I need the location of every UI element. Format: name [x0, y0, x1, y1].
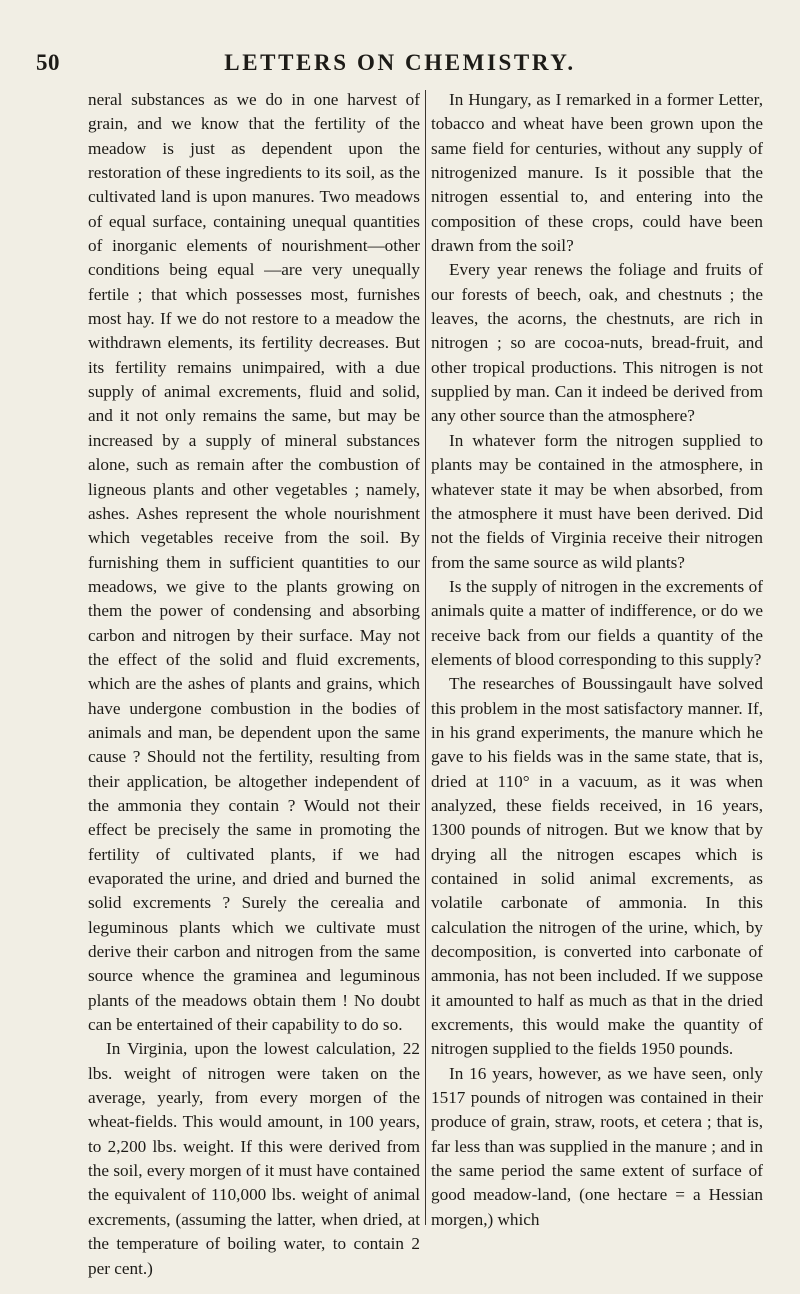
- paragraph: In whatever form the nitrogen supplied to plants may be contained in the atmosphere, in whatever state it may be when absorbed, from the atmosphere it must have been derived. Did not the fields of Virginia receive their nitrogen from the same source as wild plants?: [431, 430, 763, 572]
- page-number: 50: [36, 50, 60, 75]
- paragraph: In Virginia, upon the lowest calculation, 22 lbs. weight of nitrogen were taken on the average, yearly, from every morgen of the wheat-fields. This would amount, in 100 years, to 2,200 lbs. weight. If this were derived from the soil, every morgen of it must have contained the equivalent of 110,000 lbs. weight of animal excrements, (assuming the latter, when dried, at the temperature of boiling water, to contain 2 per cent.): [88, 1039, 420, 1278]
- paragraph: neral substances as we do in one harvest of grain, and we know that the fertility of the meadow is just as dependent upon the restoration of these ingredients to its soil, as the cultivated land is upon manures. Two meadows of equal surface, containing unequal quantities of inorganic elements of nourishment—other conditions being equal —are very unequally fertile ; that which possesses most, furnishes most hay. If we do not restore to a meadow the withdrawn elements, its fertility decreases. But its fertility remains unimpaired, with a due supply of animal excrements, fluid and solid, and it not only remains the same, but may be increased by a supply of mineral substances alone, such as remain after the combustion of ligneous plants and other vegetables ; namely, ashes. Ashes represent the whole nourishment which vegetables receive from the soil. By furnishing them in sufficient quantities to our meadows, we give to the plants growing on them the power of condensing and absorbing carbon and nitrogen by their surface. May not the effect of the solid and fluid excrements, which are the ashes of plants and grains, which have undergone combustion in the bodies of animals and man, be dependent upon the same cause ? Should not the fertility, resulting from their application, be altogether independent of the ammonia they contain ? Would not their effect be precisely the same in promoting the fertility of cultivated plants, if we had evaporated the urine, and dried and burned the solid excrements ? Surely the cerealia and leguminous plants which we cultivate must derive their carbon and nitrogen from the same source whence the graminea and leguminous plants of the meadows obtain them ! No doubt can be entertained of their capability to do so.: [88, 90, 420, 1035]
- paragraph: In 16 years, however, as we have seen, only 1517 pounds of nitrogen was contained in their produce of grain, straw, roots, et cetera ; that is, far less than was supplied in the manure ; and in the same period the same extent of surface of good meadow-land, (one hectare = a Hessian morgen,) which: [431, 1063, 763, 1229]
- paragraph: Every year renews the foliage and fruits of our forests of beech, oak, and chestnuts ; the leaves, the acorns, the chestnuts, are rich in nitrogen ; so are cocoa-nuts, bread-fruit, and other tropical productions. This nitrogen is not supplied by man. Can it indeed be derived from any other source than the atmosphere?: [431, 260, 763, 426]
- paragraph: Is the supply of nitrogen in the excrements of animals quite a matter of indifference, or do we receive back from our fields a quantity of the elements of blood corresponding to this supply?: [431, 576, 763, 669]
- left-column: [88, 88, 420, 1281]
- running-title: LETTERS ON CHEMISTRY.: [224, 50, 576, 75]
- right-column: [431, 88, 763, 1232]
- paragraph: In Hungary, as I remarked in a former Letter, tobacco and wheat have been grown upon the same field for centuries, without any supply of nitrogenized manure. Is it possible that the nitrogen essential to, and entering into the composition of these crops, could have been drawn from the soil?: [431, 90, 763, 256]
- column-divider: [425, 90, 426, 1225]
- page-header: [36, 50, 764, 80]
- paragraph: The researches of Boussingault have solved this problem in the most satisfactory manner. If, in his grand experiments, the manure which he gave to his fields was in the same state, that is, dried at 110° in a vacuum, as it was when analyzed, these fields received, in 16 years, 1300 pounds of nitrogen. But we know that by drying all the nitrogen escapes which is contained in solid animal excrements, as volatile carbonate of ammonia. In this calculation the nitrogen of the urine, which, by decomposition, is converted into carbonate of ammonia, has not been included. If we suppose it amounted to half as much as that in the dried excrements, this would make the quantity of nitrogen supplied to the fields 1950 pounds.: [431, 674, 763, 1059]
